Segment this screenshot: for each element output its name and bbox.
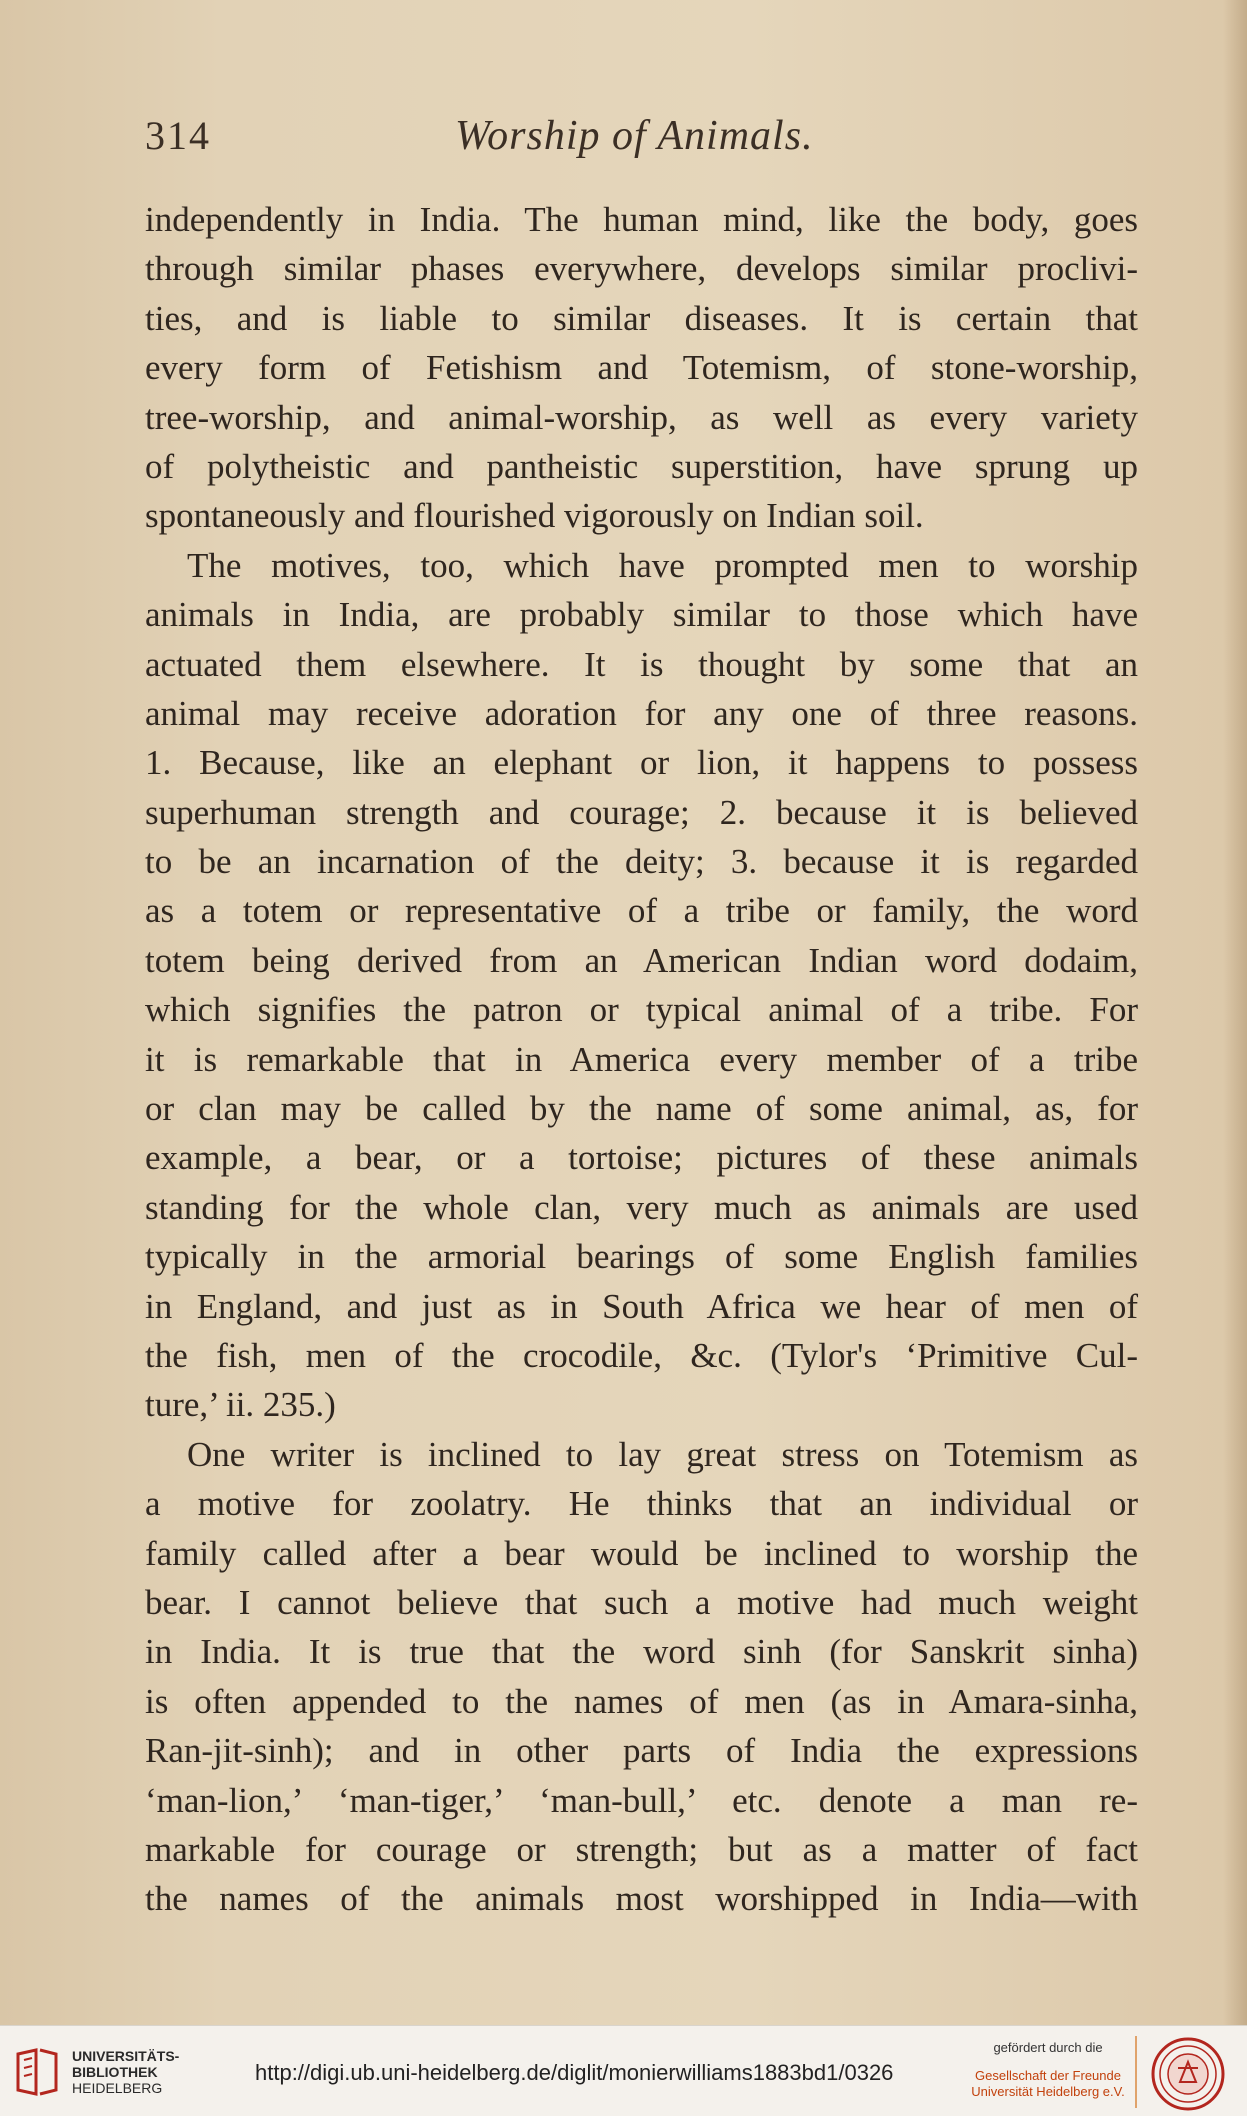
text-line: tree-worship, and animal-worship, as well as every variety [145,397,1138,437]
page-number: 314 [145,113,211,158]
text-line: 1. Because, like an elephant or lion, it happens to possess [145,743,1138,783]
library-name-line2: BIBLIOTHEK [72,2064,158,2080]
text-line: independently in India. The human mind, like the body, goes [145,200,1138,239]
text-line: markable for courage or strength; but as a matter of fact [145,1829,1138,1869]
text-line: or clan may be called by the name of some animal, as, for [145,1089,1138,1129]
text-line: The motives, too, which have prompted men to worship [187,545,1138,585]
text-line: animals in India, are probably similar to those which have [145,595,1138,635]
text-line: as a totem or representative of a tribe or family, the word [145,891,1138,931]
library-name-line3: HEIDELBERG [72,2080,163,2096]
text-line: through similar phases everywhere, develops similar proclivi- [145,249,1138,289]
text-line: ties, and is liable to similar diseases. It is certain that [145,298,1138,338]
text-line: Ran-jit-sinh); and in other parts of India the expressions [145,1731,1138,1771]
university-seal-icon[interactable] [1150,2036,1226,2112]
text-line: One writer is inclined to lay great stress on Totemism as [187,1434,1138,1474]
text-line: bear. I cannot believe that such a motive had much weight [145,1582,1138,1622]
footer-bar [0,2025,1247,2116]
text-line: example, a bear, or a tortoise; pictures of these animals [145,1138,1138,1178]
text-line: a motive for zoolatry. He thinks that an individual or [145,1484,1138,1524]
page-header [145,112,1135,172]
sponsor-label: gefördert durch die [993,2040,1103,2055]
text-line: it is remarkable that in America every member of a tribe [145,1039,1138,1079]
text-line: typically in the armorial bearings of some English families [145,1237,1138,1277]
text-line: actuated them elsewhere. It is thought by some that an [145,644,1138,684]
text-line: in England, and just as in South Africa we hear of men of [145,1286,1138,1326]
text-line: the fish, men of the crocodile, &c. (Tylor's ‘Primitive Cul- [145,1335,1138,1375]
text-line: which signifies the patron or typical animal of a tribe. For [145,990,1138,1030]
text-line: ‘man-lion,’ ‘man-tiger,’ ‘man-bull,’ etc. denote a man re- [145,1780,1138,1820]
footer-divider [1135,2036,1137,2108]
permalink-url[interactable]: http://digi.ub.uni-heidelberg.de/diglit/monierwilliams1883bd1/0326 [255,2060,894,2085]
library-logo-icon[interactable] [12,2046,62,2098]
running-title: Worship of Animals. [455,113,814,159]
text-line: ture,’ ii. 235.) [145,1385,336,1425]
text-line: in India. It is true that the word sinh (for Sanskrit sinha) [145,1632,1138,1672]
sponsor-org-line2: Universität Heidelberg e.V. [971,2084,1125,2099]
body-text [145,195,1138,1924]
sponsor-org-line1: Gesellschaft der Freunde [975,2068,1121,2083]
text-line: standing for the whole clan, very much as animals are used [145,1187,1138,1227]
library-name [72,2048,179,2096]
text-line: superhuman strength and courage; 2. because it is believed [145,792,1138,832]
text-line: every form of Fetishism and Totemism, of stone-worship, [145,348,1138,388]
text-line: of polytheistic and pantheistic superstition, have sprung up [145,446,1138,486]
text-line: is often appended to the names of men (as in Amara-sinha, [145,1681,1138,1721]
text-line: the names of the animals most worshipped in India—with [145,1879,1138,1919]
text-line: to be an incarnation of the deity; 3. because it is regarded [145,842,1138,882]
sponsor-block [968,2040,1128,2100]
text-line: totem being derived from an American Indian word dodaim, [145,940,1138,980]
text-line: spontaneously and flourished vigorously on Indian soil. [145,496,924,536]
library-name-line1: UNIVERSITÄTS- [72,2048,180,2064]
text-line: family called after a bear would be inclined to worship the [145,1533,1138,1573]
text-line: animal may receive adoration for any one of three reasons. [145,693,1138,733]
